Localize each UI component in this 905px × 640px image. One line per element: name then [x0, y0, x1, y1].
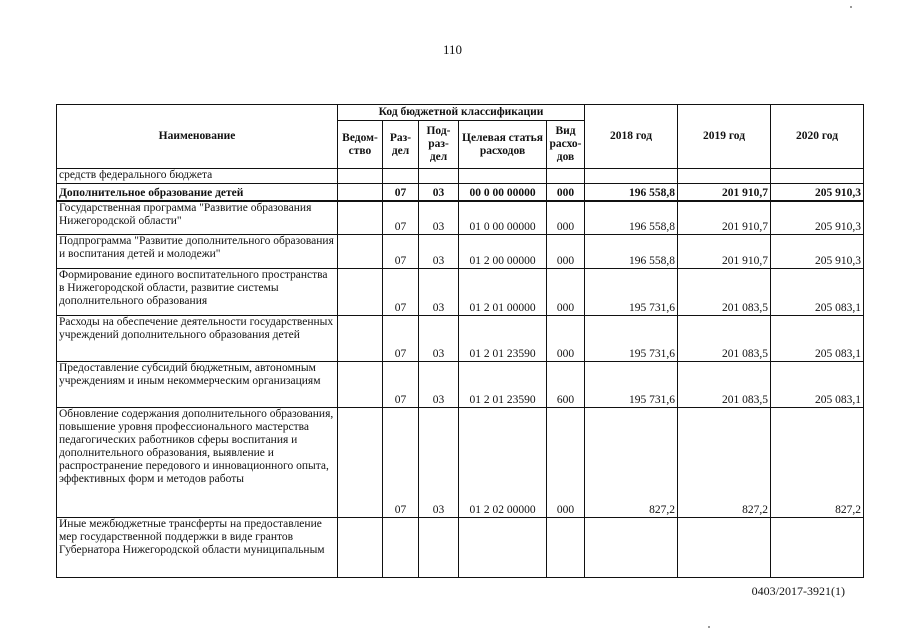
row-2020: 827,2	[771, 408, 864, 518]
row-vedomstvo	[338, 184, 383, 201]
row-2020: 205 910,3	[771, 235, 864, 269]
row-2019	[678, 169, 771, 184]
row-podrazdel	[419, 518, 459, 578]
row-2018	[585, 518, 678, 578]
header-2020: 2020 год	[771, 105, 864, 169]
row-podrazdel: 03	[419, 316, 459, 362]
row-2018: 827,2	[585, 408, 678, 518]
header-vedomstvo: Ведом-ство	[338, 121, 383, 169]
row-expense-type	[547, 169, 585, 184]
row-2020	[771, 518, 864, 578]
table-row	[57, 184, 864, 201]
row-name: Предоставление субсидий бюджетным, автономным учреждениям и иным некоммерческим организациям	[57, 362, 338, 408]
page-number: 110	[442, 42, 463, 57]
row-podrazdel: 03	[419, 184, 459, 201]
budget-table	[56, 104, 864, 578]
row-vedomstvo	[338, 362, 383, 408]
row-target-article: 01 2 01 23590	[459, 362, 547, 408]
scan-speck	[708, 626, 710, 628]
row-razdel: 07	[383, 235, 419, 269]
row-razdel: 07	[383, 201, 419, 235]
header-budget-code: Код бюджетной классификации	[338, 105, 585, 121]
row-razdel: 07	[383, 184, 419, 201]
row-podrazdel: 03	[419, 408, 459, 518]
row-2019: 201 910,7	[678, 235, 771, 269]
row-target-article: 01 2 01 00000	[459, 269, 547, 316]
row-target-article: 00 0 00 00000	[459, 184, 547, 201]
row-target-article: 01 0 00 00000	[459, 201, 547, 235]
row-2018	[585, 169, 678, 184]
row-razdel: 07	[383, 362, 419, 408]
table-row	[57, 518, 864, 578]
row-name: средств федерального бюджета	[57, 169, 338, 184]
header-podrazdel: Под-раз-дел	[419, 121, 459, 169]
row-2018: 195 731,6	[585, 269, 678, 316]
row-podrazdel	[419, 169, 459, 184]
row-expense-type: 000	[547, 201, 585, 235]
header-target-article: Целевая статья расходов	[459, 121, 547, 169]
header-2018: 2018 год	[585, 105, 678, 169]
row-podrazdel: 03	[419, 201, 459, 235]
row-vedomstvo	[338, 235, 383, 269]
row-2020: 205 910,3	[771, 184, 864, 201]
row-vedomstvo	[338, 201, 383, 235]
row-expense-type: 600	[547, 362, 585, 408]
row-vedomstvo	[338, 169, 383, 184]
table-row	[57, 316, 864, 362]
row-2020: 205 910,3	[771, 201, 864, 235]
header-name: Наименование	[57, 105, 338, 169]
row-razdel: 07	[383, 408, 419, 518]
table-row	[57, 235, 864, 269]
row-razdel: 07	[383, 269, 419, 316]
row-target-article: 01 2 00 00000	[459, 235, 547, 269]
row-podrazdel: 03	[419, 269, 459, 316]
table-row	[57, 169, 864, 184]
row-2019: 201 910,7	[678, 184, 771, 201]
row-expense-type: 000	[547, 235, 585, 269]
row-name: Дополнительное образование детей	[57, 184, 338, 201]
row-2020: 205 083,1	[771, 362, 864, 408]
row-podrazdel: 03	[419, 362, 459, 408]
table-row	[57, 362, 864, 408]
scan-speck	[850, 6, 852, 8]
row-vedomstvo	[338, 316, 383, 362]
row-2019: 201 083,5	[678, 269, 771, 316]
row-2018: 195 731,6	[585, 316, 678, 362]
row-target-article	[459, 518, 547, 578]
row-2018: 196 558,8	[585, 235, 678, 269]
row-target-article	[459, 169, 547, 184]
row-2019	[678, 518, 771, 578]
header-razdel: Раз-дел	[383, 121, 419, 169]
row-razdel	[383, 518, 419, 578]
row-expense-type: 000	[547, 269, 585, 316]
header-expense-type: Вид расхо-дов	[547, 121, 585, 169]
row-2020	[771, 169, 864, 184]
document-code: 0403/2017-3921(1)	[751, 584, 845, 598]
row-name: Формирование единого воспитательного пространства в Нижегородской области, развитие системы дополнительного образования	[57, 269, 338, 316]
row-name: Расходы на обеспечение деятельности государственных учреждений дополнительного образования детей	[57, 316, 338, 362]
row-2019: 827,2	[678, 408, 771, 518]
row-expense-type	[547, 518, 585, 578]
table-row	[57, 201, 864, 235]
row-expense-type: 000	[547, 408, 585, 518]
row-2018: 196 558,8	[585, 201, 678, 235]
row-razdel	[383, 169, 419, 184]
row-vedomstvo	[338, 408, 383, 518]
table-row	[57, 269, 864, 316]
row-razdel: 07	[383, 316, 419, 362]
table-row	[57, 408, 864, 518]
row-name: Обновление содержания дополнительного образования, повышение уровня профессионального мастерства педагогических работников сферы воспитания и дополнительного образования, выявление и распространение передового и инновационного опыта, эффективных форм и методов работы	[57, 408, 338, 518]
row-vedomstvo	[338, 269, 383, 316]
row-2020: 205 083,1	[771, 269, 864, 316]
row-podrazdel: 03	[419, 235, 459, 269]
row-2020: 205 083,1	[771, 316, 864, 362]
row-2019: 201 910,7	[678, 201, 771, 235]
row-2019: 201 083,5	[678, 316, 771, 362]
row-name: Иные межбюджетные трансферты на предоставление мер государственной поддержки в виде грантов Губернатора Нижегородской области муниципальным	[57, 518, 338, 578]
row-target-article: 01 2 02 00000	[459, 408, 547, 518]
header-2019: 2019 год	[678, 105, 771, 169]
row-expense-type: 000	[547, 316, 585, 362]
row-name: Подпрограмма "Развитие дополнительного образования и воспитания детей и молодежи"	[57, 235, 338, 269]
row-name: Государственная программа "Развитие образования Нижегородской области"	[57, 201, 338, 235]
row-2019: 201 083,5	[678, 362, 771, 408]
row-target-article: 01 2 01 23590	[459, 316, 547, 362]
row-expense-type: 000	[547, 184, 585, 201]
row-2018: 196 558,8	[585, 184, 678, 201]
row-vedomstvo	[338, 518, 383, 578]
row-2018: 195 731,6	[585, 362, 678, 408]
